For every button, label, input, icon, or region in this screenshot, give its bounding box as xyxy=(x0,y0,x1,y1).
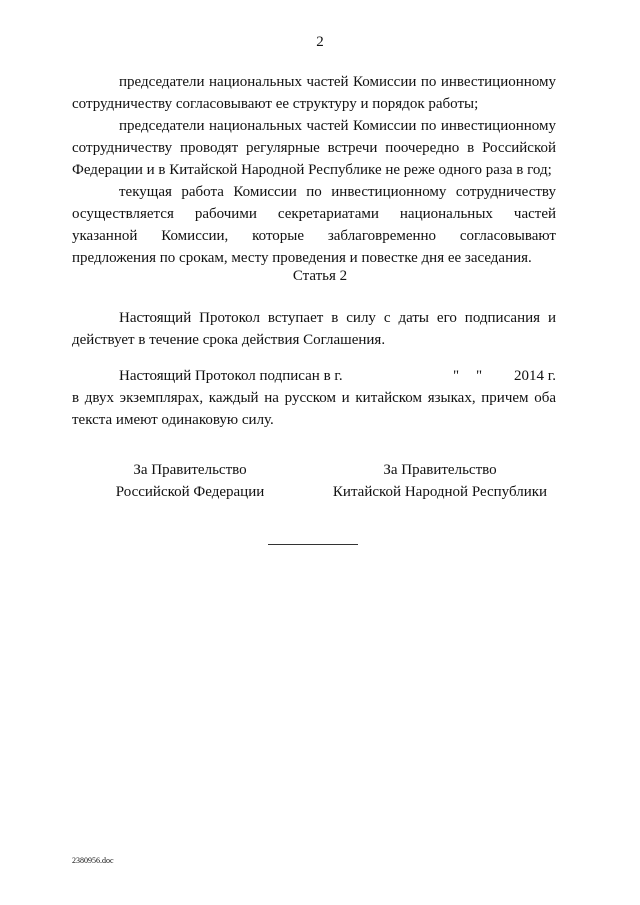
signing-year: 2014 г. xyxy=(514,368,556,384)
signing-section xyxy=(72,365,556,431)
signing-continuation: в двух экземплярах, каждый на русском и китайском языках, причем оба текста имеют одинаковую силу. xyxy=(72,390,556,428)
signatory-russia-line1: За Правительство xyxy=(133,462,247,478)
signing-lead: Настоящий Протокол подписан в г. xyxy=(119,368,343,384)
signatory-china xyxy=(320,459,560,503)
signatory-russia xyxy=(90,459,290,503)
signatory-china-line2: Китайской Народной Республики xyxy=(332,484,548,500)
paragraph-secretariats: текущая работа Комиссии по инвестиционному сотрудничеству осуществляется рабочими секретариатами национальных частей указанной Комиссии, которые заблаговременно согласовывают предложения по срокам, месту проведения и повестке дня ее заседания. xyxy=(72,184,556,266)
signing-line xyxy=(72,365,556,387)
paragraph-structure: председатели национальных частей Комиссии по инвестиционному сотрудничеству согласовывают ее структуру и порядок работы; xyxy=(72,74,556,112)
page-number: 2 xyxy=(316,34,324,50)
file-name: 2380956.doc xyxy=(72,856,114,865)
paragraph-meetings: председатели национальных частей Комиссии по инвестиционному сотрудничеству проводят регулярные встречи поочередно в Российской Федерации и в Китайской Народной Республике не реже одного раза в год; xyxy=(72,118,556,178)
signatory-russia-line2: Российской Федерации xyxy=(115,484,265,500)
date-quote-open: " xyxy=(453,368,460,384)
effective-section xyxy=(72,307,556,351)
article-heading: Статья 2 xyxy=(292,268,348,284)
paragraph-effective: Настоящий Протокол вступает в силу с даты его подписания и действует в течение срока действия Соглашения. xyxy=(72,310,556,348)
end-divider xyxy=(268,544,358,545)
obligations-section xyxy=(72,71,556,269)
date-quote-close: " xyxy=(476,368,483,384)
signatory-china-line1: За Правительство xyxy=(383,462,497,478)
